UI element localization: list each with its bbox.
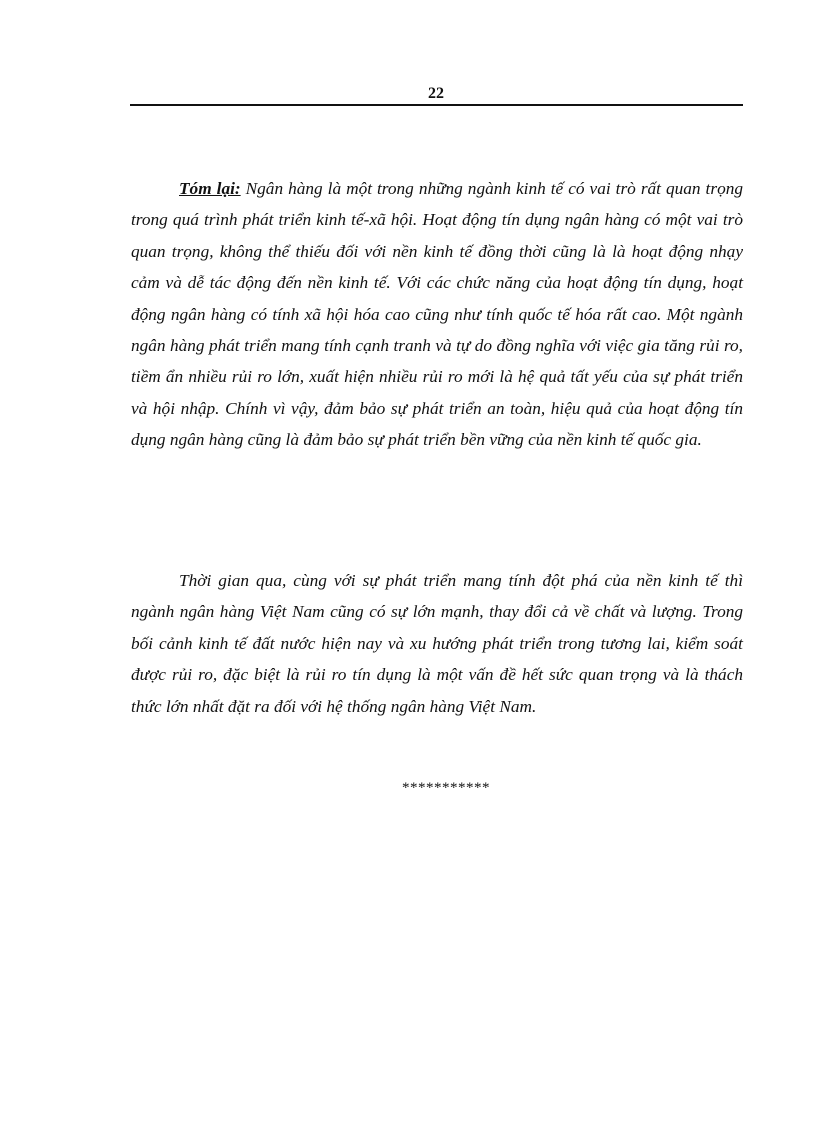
summary-lead: Tóm lại: — [179, 179, 241, 198]
body-paragraph: Thời gian qua, cùng với sự phát triển mang tính đột phá của nền kinh tế thì ngành ngân hàng Việt Nam cũng có sự lớn mạnh, thay đổi cả về chất và lượng. Trong bối cảnh kinh tế đất nước hiện nay và xu hướng phát triển trong tương lai, kiểm soát được rủi ro, đặc biệt là rủi ro tín dụng là một vấn đề hết sức quan trọng và là thách thức lớn nhất đặt ra đối với hệ thống ngân hàng Việt Nam. — [131, 571, 743, 716]
header-rule — [130, 104, 743, 106]
summary-text: Ngân hàng là một trong những ngành kinh tế có vai trò rất quan trọng trong quá trình phát triển kinh tế-xã hội. Hoạt động tín dụng ngân hàng có một vai trò quan trọng, không thể thiếu đối với nền kinh tế đồng thời cũng là là hoạt động nhạy cảm và dễ tác động đến nền kinh tế. Với các chức năng của hoạt động tín dụng, hoạt động ngân hàng có tính xã hội hóa cao cũng như tính quốc tế hóa rất cao. Một ngành ngân hàng phát triển mang tính cạnh tranh và tự do đồng nghĩa với việc gia tăng rủi ro, tiềm ẩn nhiều rủi ro lớn, xuất hiện nhiều rủi ro mới là hệ quả tất yếu của sự phát triển và hội nhập. Chính vì vậy, đảm bảo sự phát triển an toàn, hiệu quả của hoạt động tín dụng ngân hàng cũng là đảm bảo sự phát triển bền vững của nền kinh tế quốc gia. — [131, 179, 743, 450]
page-number: 22 — [428, 85, 444, 102]
section-separator: *********** — [402, 780, 490, 796]
summary-paragraph — [131, 173, 743, 456]
